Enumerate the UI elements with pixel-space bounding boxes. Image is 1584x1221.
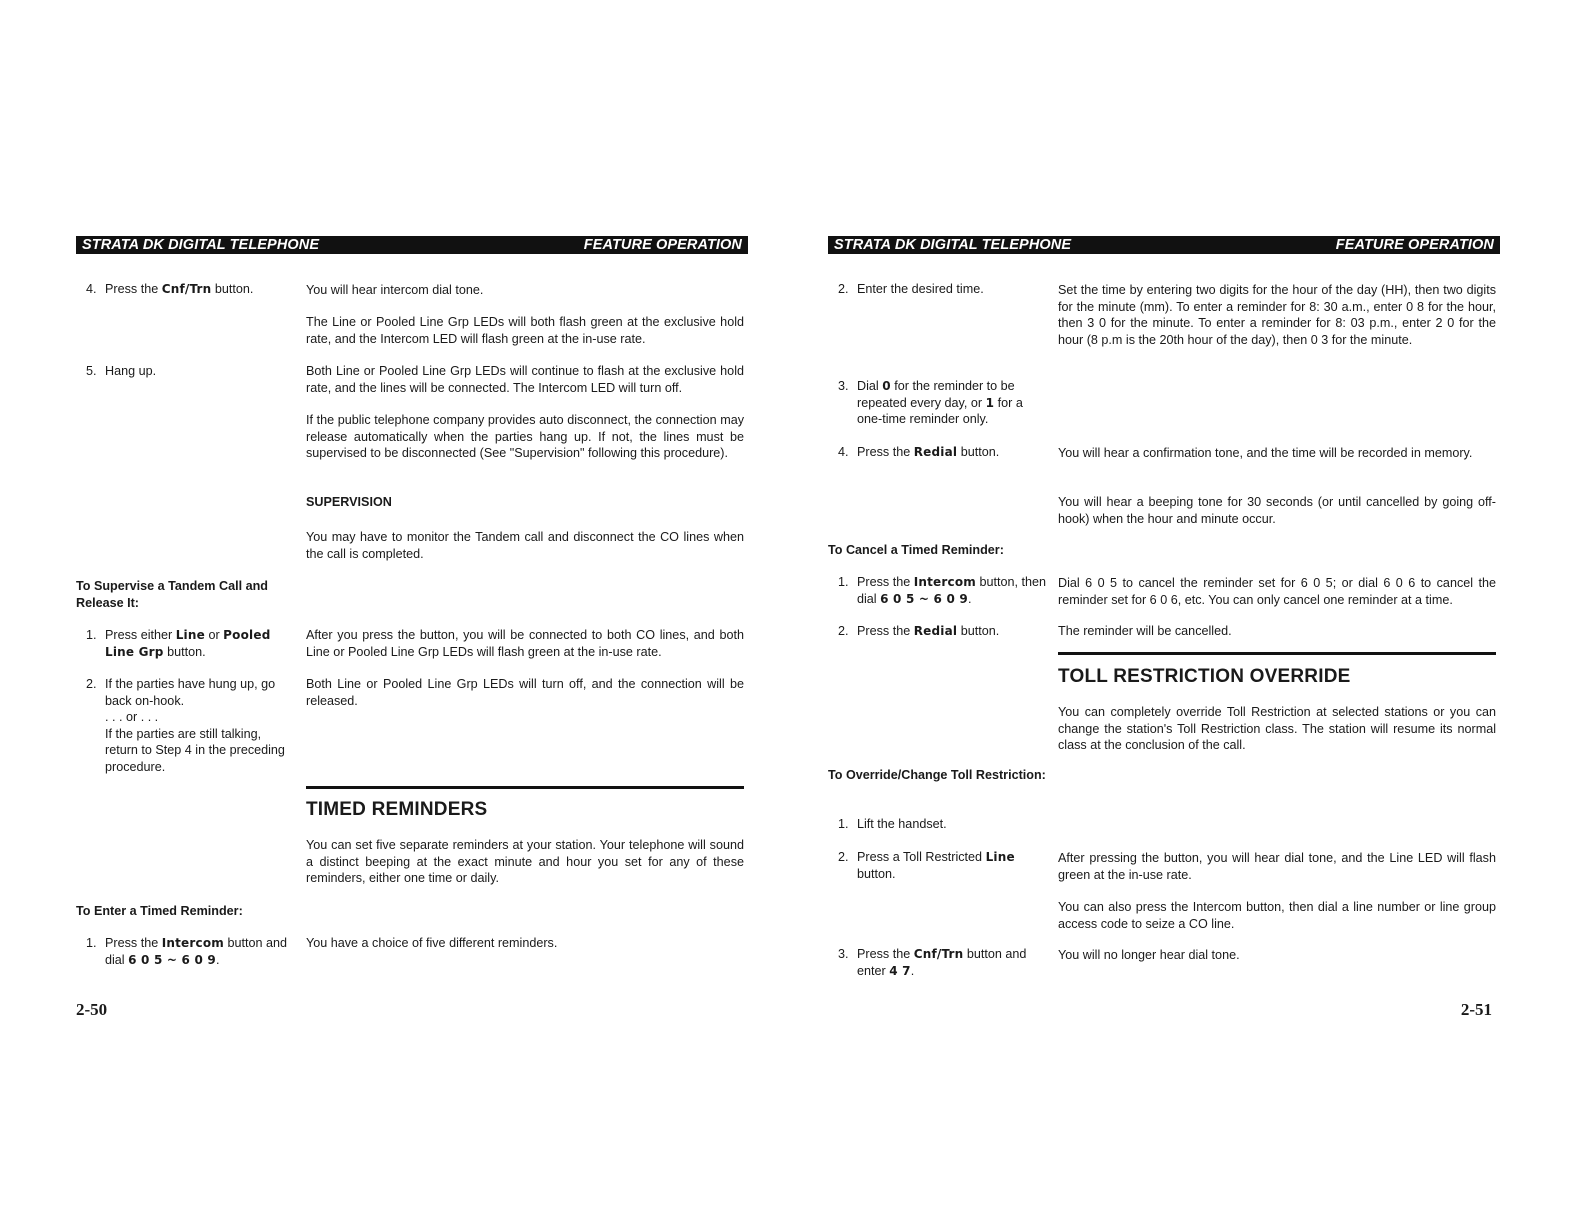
step-4: 4. Press the Redial button. xyxy=(838,445,1000,459)
step-2-desc: Set the time by entering two digits for the hour of the day (HH), then two digits for the minute (mm). To enter a reminder for 8: 30 a.m., enter 0 8 for the hour, then 3 0 for the minute. To enter a reminder for 8: 03 p.m., enter 2 0 for the hour (8 p.m is the 20th hour of the day), then 0 3 for the minute. xyxy=(1058,283,1496,347)
reminder-code: 6 0 5 ~ 6 0 9 xyxy=(128,952,216,967)
cancel-reminder-heading: To Cancel a Timed Reminder: xyxy=(828,543,1004,557)
code-4-7: 4 7 xyxy=(889,963,911,978)
section-rule xyxy=(306,786,744,789)
intercom-key: Intercom xyxy=(913,575,976,589)
digit-1-key: 1 xyxy=(985,395,995,410)
override-step-2-desc-1: After pressing the button, you will hear dial tone, and the Line LED will flash green at the in-use rate. xyxy=(1058,851,1496,882)
running-header xyxy=(828,236,1500,254)
cancel-step-2: 2. Press the Redial button. xyxy=(838,624,1000,638)
step-4: 4. Press the Cnf/Trn button. xyxy=(86,282,254,296)
step-3: 3. Dial 0 for the reminder to be repeated every day, or 1 for a one-time reminder only. xyxy=(838,379,1023,426)
redial-key: Redial xyxy=(913,624,958,638)
supervision-title: SUPERVISION xyxy=(306,495,392,509)
supervision-text: You may have to monitor the Tandem call and disconnect the CO lines when the call is completed. xyxy=(306,530,744,561)
supervise-step-1-desc: After you press the button, you will be connected to both CO lines, and both Line or Pooled Line Grp LEDs will flash green at the in-use rate. xyxy=(306,628,744,659)
toll-restriction-intro: You can completely override Toll Restriction at selected stations or you can change the station's Toll Restriction class. The station will resume its normal class at the conclusion of the call. xyxy=(1058,705,1496,752)
running-header xyxy=(76,236,748,254)
redial-key: Redial xyxy=(913,445,958,459)
step-4-desc-1: You will hear a confirmation tone, and the time will be recorded in memory. xyxy=(1058,446,1473,460)
supervise-step-1: 1. Press either Line or Pooled Line Grp button. xyxy=(86,628,271,659)
step-2: 2. Enter the desired time. xyxy=(838,282,984,296)
step-4-desc-2: The Line or Pooled Line Grp LEDs will both flash green at the exclusive hold rate, and the Intercom LED will flash green at the in-use rate. xyxy=(306,315,744,346)
toll-restriction-title: TOLL RESTRICTION OVERRIDE xyxy=(1058,666,1351,687)
page-number: 2-50 xyxy=(76,1000,108,1019)
reminder-code: 6 0 5 ~ 6 0 9 xyxy=(880,591,968,606)
step-4-desc-2: You will hear a beeping tone for 30 seconds (or until cancelled by going off-hook) when the hour and minute occur. xyxy=(1058,495,1496,526)
line-key: Line xyxy=(175,628,205,642)
page-number: 2-51 xyxy=(1460,1000,1492,1019)
cancel-step-2-desc: The reminder will be cancelled. xyxy=(1058,624,1232,638)
supervise-heading: To Supervise a Tandem Call and Release It: xyxy=(76,579,268,610)
pooled-line-grp-key: Pooled Line Grp xyxy=(105,628,271,659)
enter-reminder-heading: To Enter a Timed Reminder: xyxy=(76,904,243,918)
digit-0-key: 0 xyxy=(882,379,891,393)
section-rule xyxy=(1058,652,1496,655)
page-left xyxy=(76,0,748,1221)
header-left-title: STRATA DK DIGITAL TELEPHONE xyxy=(834,237,1072,253)
step-5-desc-2: If the public telephone company provides auto disconnect, the connection may release automatically when the parties hang up. If not, the lines must be supervised to be disconnected (See "Supervision" following this procedure). xyxy=(306,413,744,460)
override-step-3-desc: You will no longer hear dial tone. xyxy=(1058,948,1240,962)
override-heading: To Override/Change Toll Restriction: xyxy=(828,768,1046,782)
header-right-title: FEATURE OPERATION xyxy=(1335,237,1494,253)
supervise-step-2: 2. If the parties have hung up, go back on-hook. . . . or . . . If the parties are still talking, return to Step 4 in the preceding procedure. xyxy=(86,677,285,774)
page-right xyxy=(828,0,1500,1221)
step-4-desc-1: You will hear intercom dial tone. xyxy=(306,283,484,297)
override-step-3: 3. Press the Cnf/Trn button and enter 4 7. xyxy=(838,947,1027,978)
enter-step-1-desc: You have a choice of five different reminders. xyxy=(306,936,558,950)
cnf-trn-key: Cnf/Trn xyxy=(913,947,964,961)
cancel-step-1-desc: Dial 6 0 5 to cancel the reminder set for 6 0 5; or dial 6 0 6 to cancel the reminder set for 6 0 6, etc. You can only cancel one reminder at a time. xyxy=(1058,576,1496,607)
supervise-step-2-desc: Both Line or Pooled Line Grp LEDs will turn off, and the connection will be released. xyxy=(306,677,744,708)
timed-reminders-title: TIMED REMINDERS xyxy=(306,799,488,820)
step-5-desc-1: Both Line or Pooled Line Grp LEDs will continue to flash at the exclusive hold rate, and the lines will be connected. The Intercom LED will turn off. xyxy=(306,364,744,395)
cancel-step-1: 1. Press the Intercom button, then dial 6 0 5 ~ 6 0 9. xyxy=(838,575,1046,606)
timed-reminders-intro: You can set five separate reminders at your station. Your telephone will sound a distinct beeping at the exact minute and hour you set for any of these reminders, either one time or daily. xyxy=(306,838,744,885)
enter-step-1: 1. Press the Intercom button and dial 6 0 5 ~ 6 0 9. xyxy=(86,936,287,967)
override-step-1: 1. Lift the handset. xyxy=(838,817,947,831)
header-left-title: STRATA DK DIGITAL TELEPHONE xyxy=(82,237,320,253)
intercom-key: Intercom xyxy=(161,936,224,950)
line-key: Line xyxy=(985,850,1015,864)
override-step-2-desc-2: You can also press the Intercom button, then dial a line number or line group access code to seize a CO line. xyxy=(1058,900,1496,931)
header-right-title: FEATURE OPERATION xyxy=(583,237,742,253)
cnf-trn-key: Cnf/Trn xyxy=(161,282,212,296)
override-step-2: 2. Press a Toll Restricted Line button. xyxy=(838,850,1015,881)
step-5: 5. Hang up. xyxy=(86,364,157,378)
